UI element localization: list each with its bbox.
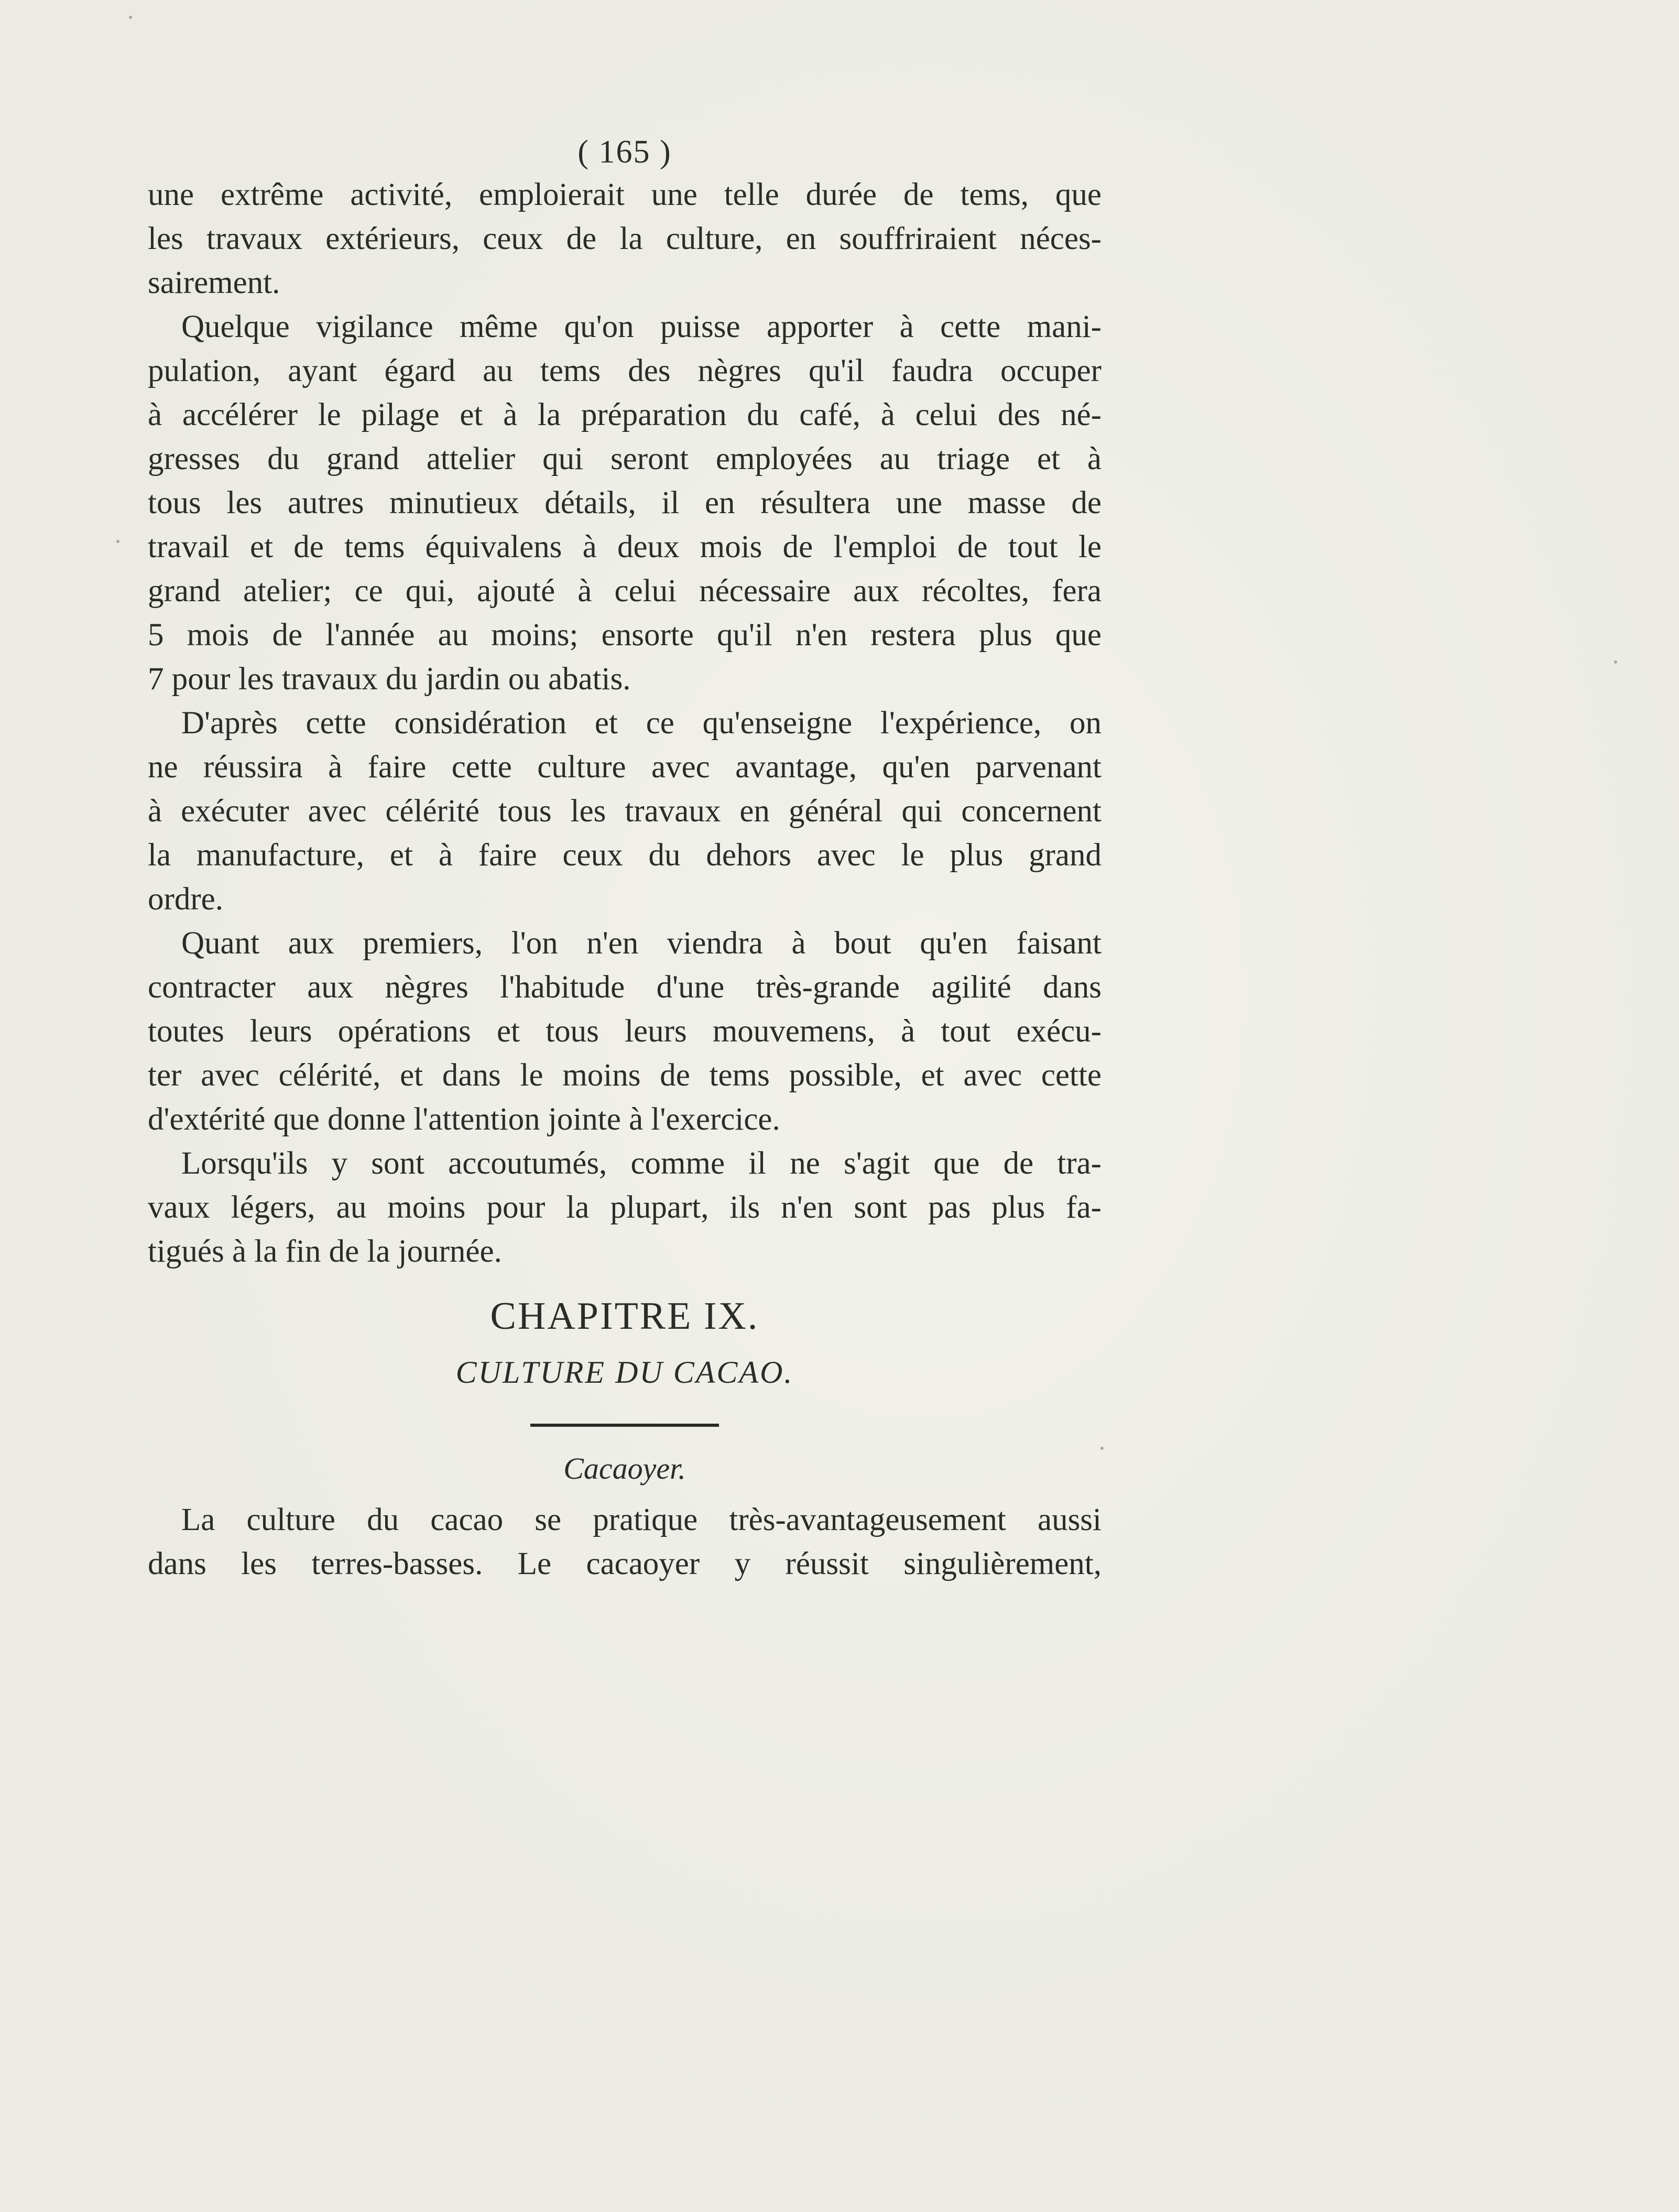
text-line: La culture du cacao se pratique très-avantageusement aussi bbox=[181, 1502, 1102, 1537]
text-line: pulation, ayant égard au tems des nègres qu'il faudra occuper bbox=[148, 353, 1102, 388]
text-line: toutes leurs opérations et tous leurs mouvemens, à tout exécu- bbox=[148, 1014, 1102, 1049]
paragraphs-top bbox=[148, 173, 1102, 1274]
text-line: grand atelier; ce qui, ajouté à celui nécessaire aux récoltes, fera bbox=[148, 573, 1102, 609]
chapter-title: CHAPITRE IX. bbox=[490, 1295, 759, 1338]
text-line: tigués à la fin de la journée. bbox=[148, 1234, 502, 1269]
text-line: ter avec célérité, et dans le moins de tems possible, et avec cette bbox=[148, 1058, 1102, 1093]
paper-speck bbox=[116, 540, 119, 543]
text-line: ordre. bbox=[148, 882, 223, 917]
text-line: tous les autres minutieux détails, il en résultera une masse de bbox=[148, 485, 1102, 521]
text-line: Lorsqu'ils y sont accoutumés, comme il ne s'agit que de tra- bbox=[181, 1146, 1102, 1181]
paragraph bbox=[148, 1142, 1102, 1274]
text-line: ne réussira à faire cette culture avec avantage, qu'en parvenant bbox=[148, 750, 1102, 785]
paragraph bbox=[148, 173, 1102, 305]
text-line: Quelque vigilance même qu'on puisse apporter à cette mani- bbox=[181, 309, 1102, 344]
text-line: à exécuter avec célérité tous les travaux en général qui concernent bbox=[148, 794, 1102, 829]
paper-speck bbox=[1614, 660, 1617, 664]
paragraph bbox=[148, 921, 1102, 1142]
text-line: travail et de tems équivalens à deux mois de l'emploi de tout le bbox=[148, 529, 1102, 565]
paragraphs-bottom bbox=[148, 1498, 1102, 1586]
text-line: à accélérer le pilage et à la préparation du café, à celui des né- bbox=[148, 397, 1102, 432]
section-title: Cacaoyer. bbox=[563, 1451, 686, 1485]
text-line: Quant aux premiers, l'on n'en viendra à bout qu'en faisant bbox=[181, 926, 1102, 961]
paragraph bbox=[148, 701, 1102, 921]
paragraph bbox=[148, 1498, 1102, 1586]
chapter-subtitle: CULTURE DU CACAO. bbox=[455, 1355, 794, 1390]
section-divider bbox=[530, 1424, 719, 1427]
text-line: dans les terres-basses. Le cacaoyer y réussit singulièrement, bbox=[148, 1546, 1102, 1581]
text-line: 7 pour les travaux du jardin ou abatis. bbox=[148, 662, 631, 697]
text-line: gresses du grand attelier qui seront employées au triage et à bbox=[148, 441, 1102, 476]
text-line: D'après cette considération et ce qu'enseigne l'expérience, on bbox=[181, 706, 1102, 741]
paragraph bbox=[148, 305, 1102, 701]
paper-speck bbox=[129, 16, 132, 19]
text-line: 5 mois de l'année au moins; ensorte qu'il n'en restera plus que bbox=[148, 617, 1102, 653]
text-line: les travaux extérieurs, ceux de la culture, en souffriraient néces- bbox=[148, 221, 1102, 256]
page-number: ( 165 ) bbox=[577, 134, 672, 170]
text-line: contracter aux nègres l'habitude d'une très-grande agilité dans bbox=[148, 970, 1102, 1005]
text-block bbox=[148, 131, 1102, 1586]
text-line: la manufacture, et à faire ceux du dehors avec le plus grand bbox=[148, 838, 1102, 873]
text-line: d'extérité que donne l'attention jointe à l'exercice. bbox=[148, 1102, 780, 1137]
text-line: vaux légers, au moins pour la plupart, ils n'en sont pas plus fa- bbox=[148, 1190, 1102, 1225]
text-line: une extrême activité, emploierait une telle durée de tems, que bbox=[148, 177, 1102, 212]
text-line: sairement. bbox=[148, 265, 280, 300]
